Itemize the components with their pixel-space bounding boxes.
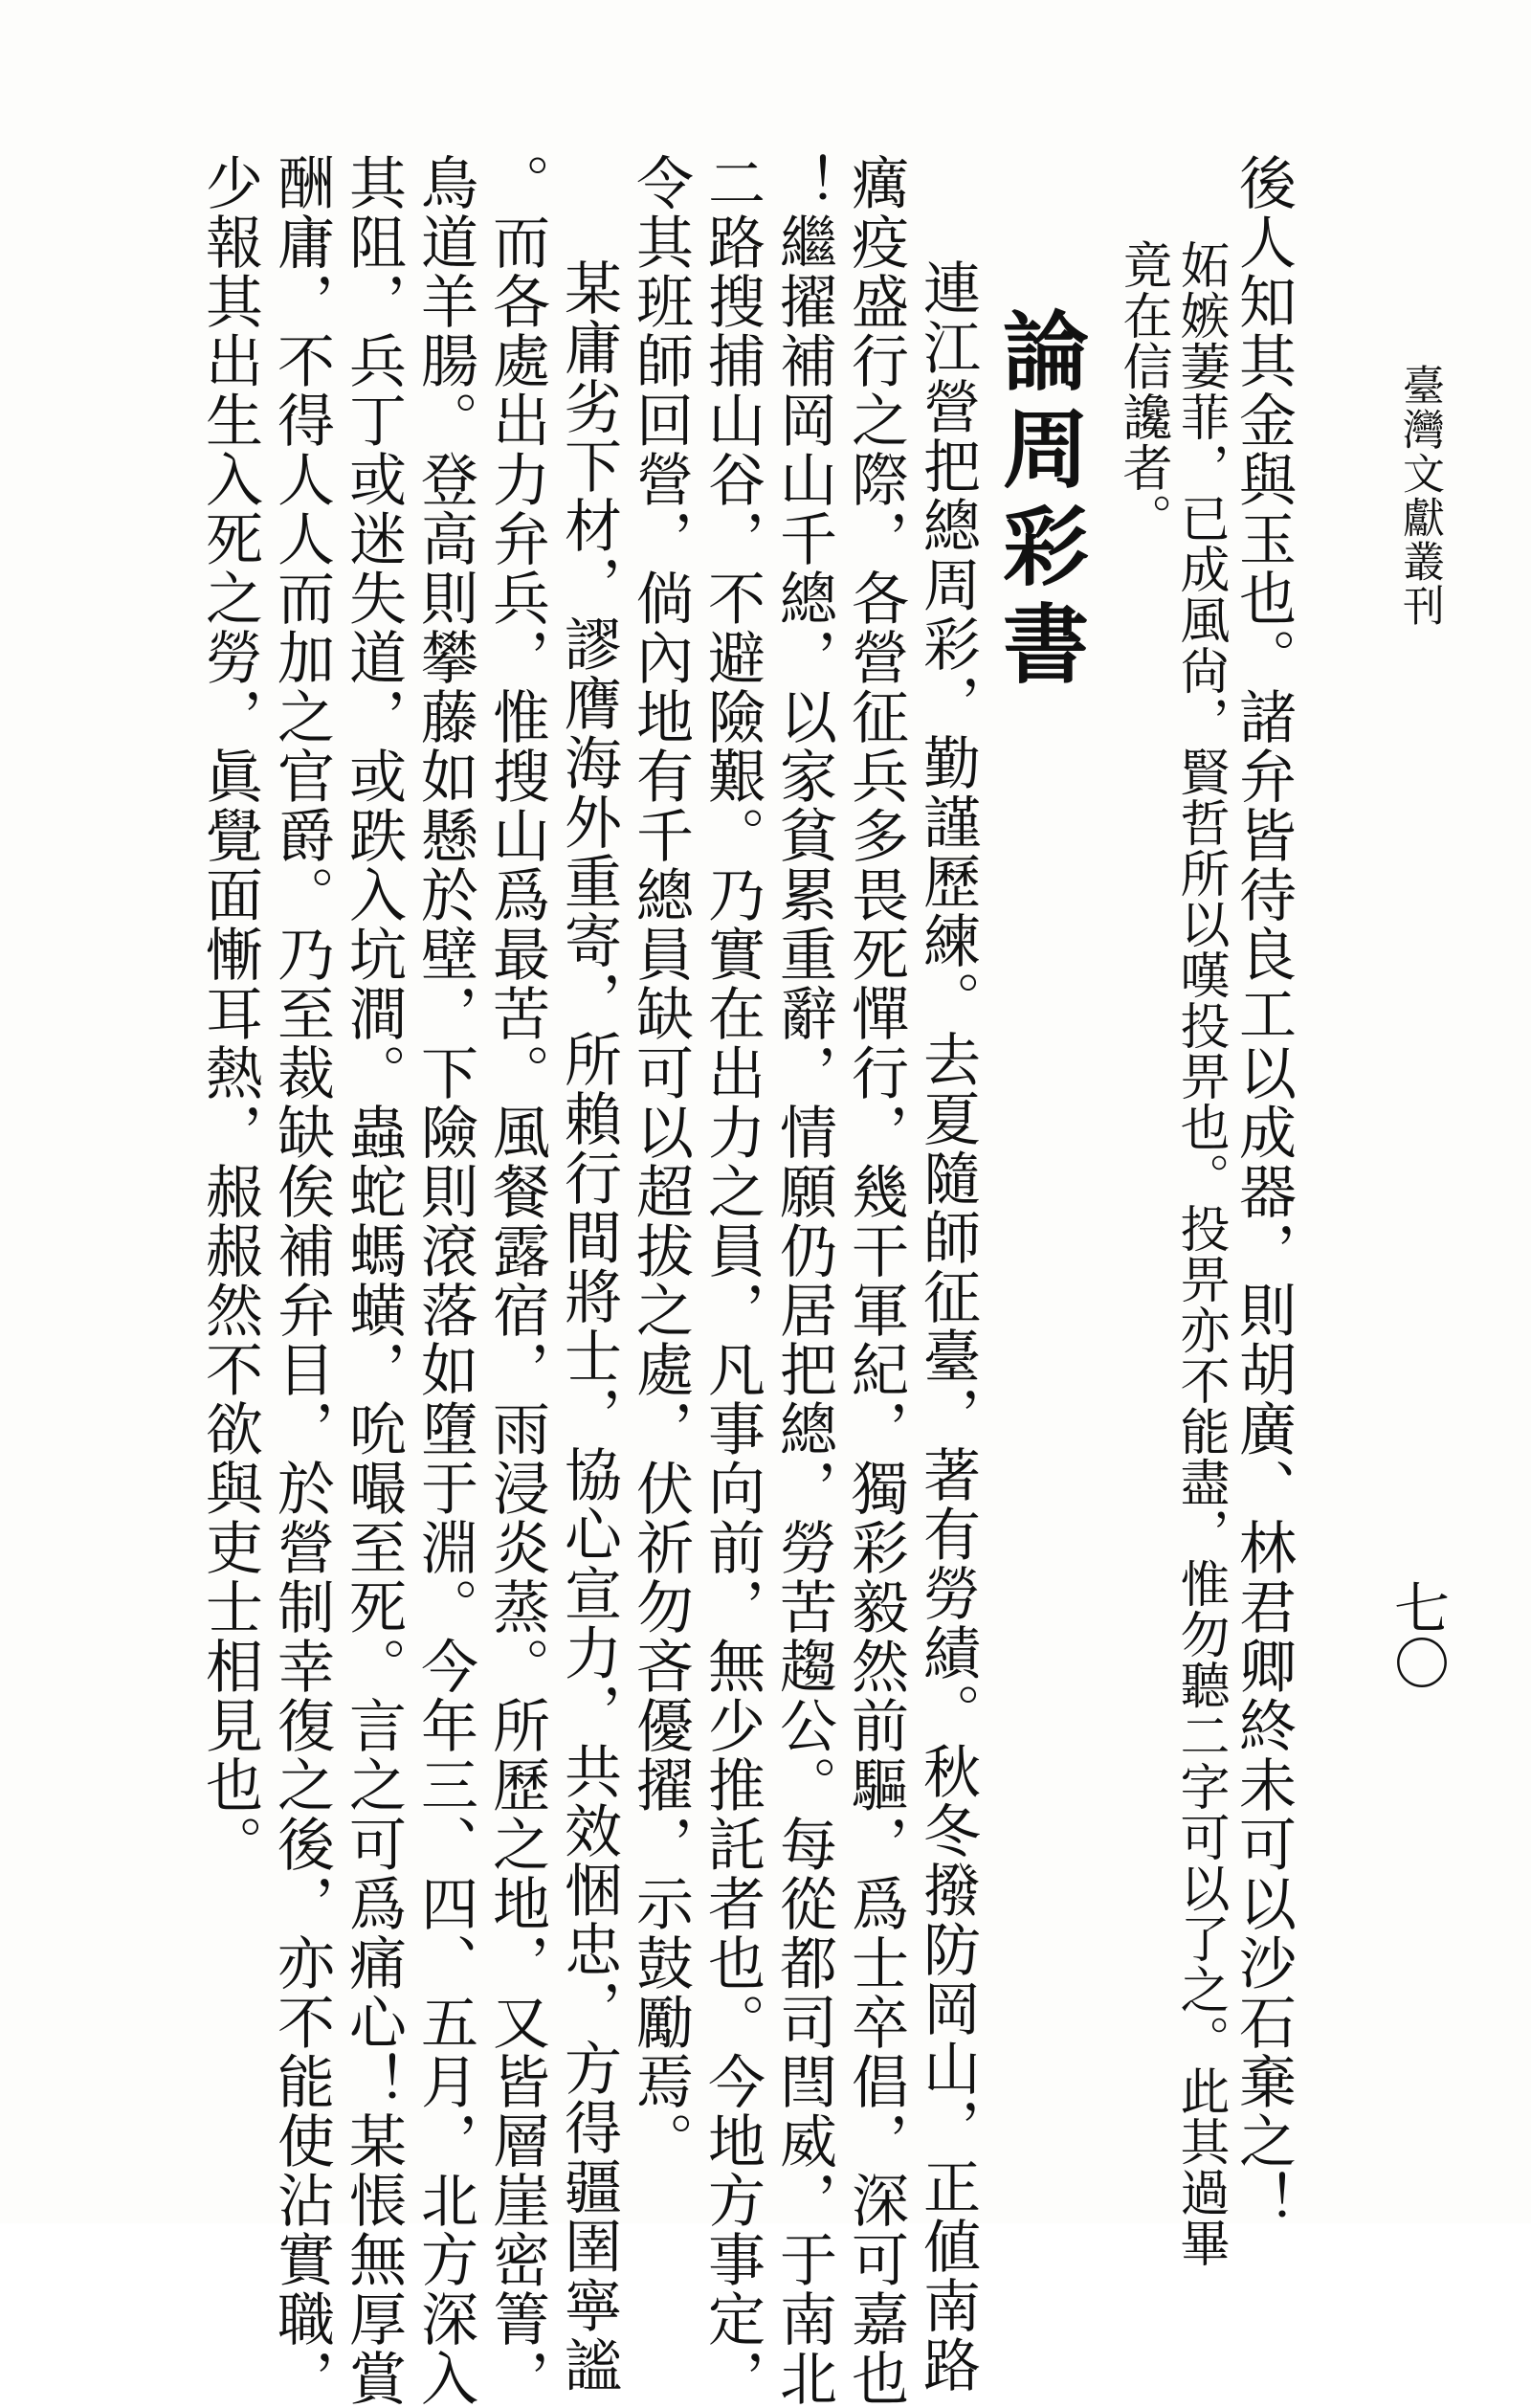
running-header: 臺灣文獻叢刊: [1395, 364, 1444, 628]
essay-line: 某庸劣下材，謬膺海外重寄，所賴行間將士，協心宣力，共效悃忠，方得疆圉寧謐: [555, 258, 622, 2395]
text-column: 後人知其金與玉也。諸弁皆待良工以成器，則胡廣、林君卿終未可以沙石棄之！: [1230, 153, 1297, 2230]
essay-line: 酬庸，不得人人而加之官爵。乃至裁缺俟補弁目，於營制幸復之後，亦不能使沾實職，: [268, 153, 335, 2408]
essay-line: ！繼擢補岡山千總，以家貧累重辭，情願仍居把總，勞苦趨公。每從都司閆威，于南北: [770, 153, 837, 2408]
essay-line: 其阻，兵丁或迷失道，或跌入坑澗。蟲蛇螞蟥，吮嘬至死。言之可爲痛心！某悵無厚賞: [340, 153, 407, 2408]
essay-line: 少報其出生入死之勞，眞覺面慚耳熱，赧赧然不欲與吏士相見也。: [196, 153, 263, 1874]
essay-line: 連江營把總周彩，勤謹歷練。去夏隨師征臺，著有勞績。秋冬撥防岡山，正値南路: [914, 258, 981, 2395]
essay-line: 。而各處出力弁兵，惟搜山爲最苦。風餐露宿，雨浸炎蒸。所歷之地，又皆層崖密箐，: [483, 153, 550, 2408]
essay-line: 鳥道羊腸。登高則攀藤如懸於壁，下險則滾落如墮于淵。今年三、四、五月，北方深入: [411, 153, 478, 2408]
page-number: 七〇: [1385, 1579, 1450, 1690]
essay-line: 癘疫盛行之際，各營征兵多畏死憚行，幾干軍紀，獨彩毅然前驅，爲士卒倡，深可嘉也: [842, 153, 909, 2408]
comment-column: 竟在信讒者。: [1114, 239, 1171, 544]
essay-line: 令其班師回營，倘內地有千總員缺可以超拔之處，伏祈勿吝優擢，示鼓勵焉。: [627, 153, 694, 2171]
essay-title: 論周彩書: [987, 306, 1089, 697]
essay-line: 二路搜捕山谷，不避險艱。乃實在出力之員，凡事向前，無少推託者也。今地方事定，: [699, 153, 766, 2408]
comment-column: 妬嫉萋菲，已成風尙，賢哲所以嘆投畀也。投畀亦不能盡，惟勿聽二字可以了之。此其過畢: [1171, 239, 1229, 2268]
